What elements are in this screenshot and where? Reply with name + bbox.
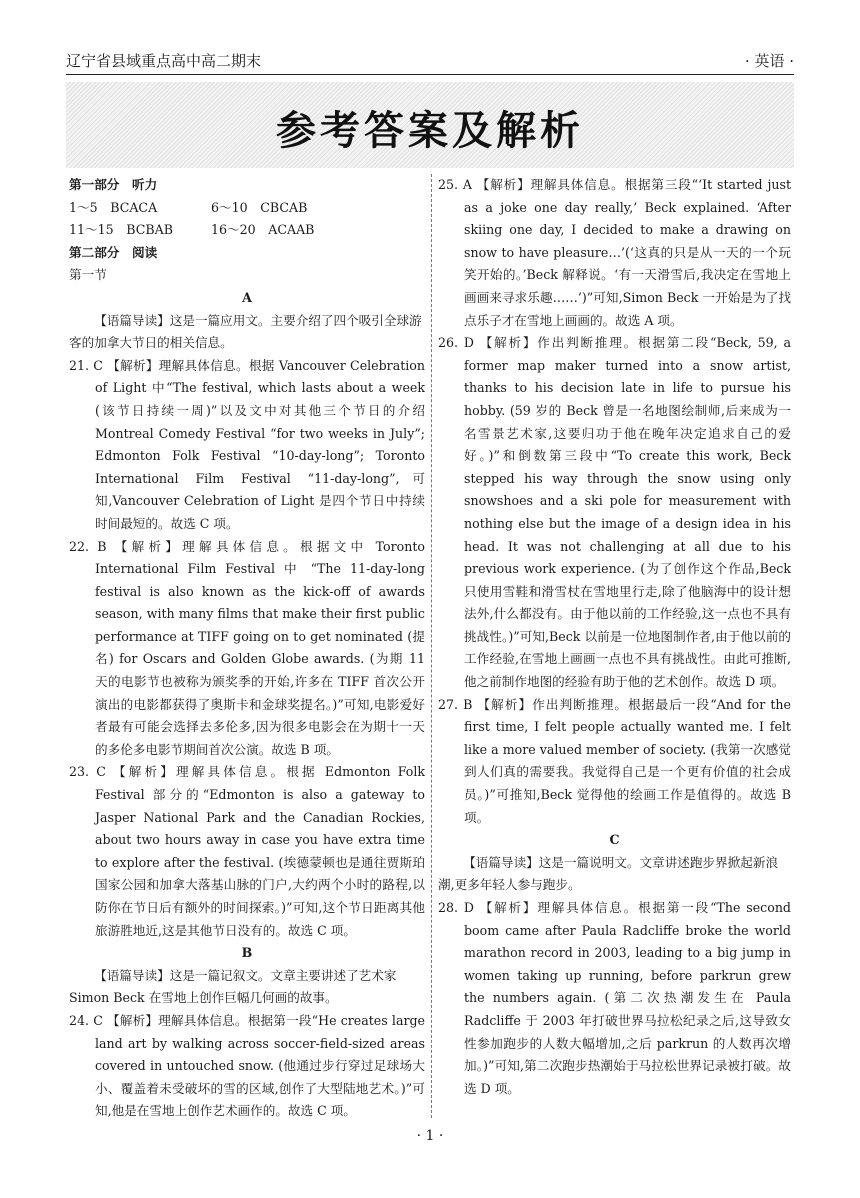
answer-row [69,197,425,220]
header-rule [66,74,794,75]
passage-letter: A [242,289,252,305]
part2-title: 第二部分 阅读 [69,244,158,260]
exam-title: 辽宁省县域重点高中高二期末 [66,52,262,70]
answer-explanation: 26. D 【解析】作出判断推理。根据第二段“Beck, 59, a former map maker turned into a snow artist, thanks to his decision late in life to pursue his hobby. (59 岁的 Beck 曾是一名地图绘制师,后来成为一名雪景艺术家,这要归功于他在晚年决定追求自己的爱好。)”和倒数第三段中“To create this work, Beck stepped his way through the snow using only snowshoes and a ski pole for measurement with nothing else but the image of a design idea in his head. It was not challenging at all due to his previous work experience. (为了创作这个作品,Beck 只使用雪鞋和滑雪杖在雪地里行走,除了他脑海中的设计想法外,什么都没有。由于他以前的工作经验,这一点也不具有挑战性。)”可知,Beck 以前是一位地图制作者,由于他以前的工作经验,在雪地上画画一点也不具有挑战性。由此可推断,他之前制作地图的经验有助于他的艺术创作。故选 D 项。 [438,335,791,690]
answer-group: 11～15 BCBAB [69,222,173,238]
passage-letter: C [609,832,620,848]
passage-intro: 【语篇导读】这是一篇应用文。主要介绍了四个吸引全球游客的加拿大节日的相关信息。 [69,312,422,351]
answer-group: 1～5 BCACA [69,199,158,215]
answer-explanation: 22. B 【解析】理解具体信息。根据文中 Toronto International Film Festival 中 “The 11-day-long festival is also known as the kick-off of awards season, with many films that make their first public performance at TIFF going on to get nominated (提名) for Oscars and Golden Globe awards. (为期 11 天的电影节也被称为颁奖季的开始,许多在 TIFF 首次公开演出的电影都获得了奥斯卡和金球奖提名。)”可知,电影爱好者最有可能会选择去多伦多,因为很多电影会在为期十一天的多伦多电影节期间首次公演。故选 B 项。 [69,538,425,757]
title-banner [66,82,794,168]
passage-intro: 【语篇导读】这是一篇记叙文。文章主要讲述了艺术家 Simon Beck 在雪地上创作巨幅几何画的故事。 [69,967,397,1006]
answer-explanation: 21. C 【解析】理解具体信息。根据 Vancouver Celebration of Light 中“The festival, which lasts about a week (该节日持续一周)”以及文中对其他三个节日的介绍 Montreal Comedy Festival “for two weeks in July”; Edmonton Folk Festival “10-day-long”; Toronto International Film Festival “11-day-long”,可知,Vancouver Celebration of Light 是四个节日中持续时间最短的。故选 C 项。 [69,357,425,531]
answer-row [69,219,425,242]
left-column [69,174,425,1123]
page-number: · 1 · [416,1128,444,1144]
right-column [438,174,791,1100]
answer-explanation: 27. B 【解析】作出判断推理。根据最后一段“And for the first time, I felt people actually wanted me. I felt like a more valued member of society. (我第一次感觉到人们真的需要我。我觉得自己是一个更有价值的社会成员。)”可推知,Beck 觉得他的绘画工作是值得的。故选 B 项。 [438,696,791,825]
banner-title: 参考答案及解析 [276,108,584,154]
passage-letter: B [241,945,253,961]
column-divider [431,174,432,1118]
answer-group: 6～10 CBCAB [211,199,308,215]
answer-group: 16～20 ACAAB [211,222,315,238]
subject-label: · 英语 · [744,52,794,70]
part1-title: 第一部分 听力 [69,177,158,192]
answer-explanation: 28. D 【解析】理解具体信息。根据第一段“The second boom came after Paula Radcliffe broke the world marathon record in 2003, leading to a big jump in women taking up running, before parkrun grew the numbers again. (第二次热潮发生在 Paula Radcliffe 于 2003 年打破世界马拉松纪录之后,这导致女性参加跑步的人数大幅增加,之后 parkrun 的人数再次增加。)”可知,第二次跑步热潮始于马拉松世界记录被打破。故选 D 项。 [438,900,791,1096]
page-header [66,50,794,72]
section-label: 第一节 [69,267,107,283]
passage-intro: 【语篇导读】这是一篇说明文。文章讲述跑步界掀起新浪潮,更多年轻人参与跑步。 [438,854,779,893]
answer-explanation: 24. C 【解析】理解具体信息。根据第一段“He creates large land art by walking across soccer-field-sized areas covered in untouched snow. (他通过步行穿过足球场大小、覆盖着未受破坏的雪的区域,创作了大型陆地艺术。)”可知,他是在雪地上创作艺术画作的。故选 C 项。 [69,1012,425,1119]
answer-explanation: 25. A 【解析】理解具体信息。根据第三段“‘It started just as a joke one day really,’ Beck explained. ‘After skiing one day, I decided to make a drawing on snow to have pleasure…’(‘这真的只是从一天的一个玩笑开始的。’Beck 解释说。‘有一天滑雪后,我决定在雪地上画画来寻求乐趣……’)”可知,Simon Beck 一开始是为了找点乐子才在雪地上画画的。故选 A 项。 [438,177,791,328]
answer-explanation: 23. C 【解析】理解具体信息。根据 Edmonton Folk Festival 部分的“Edmonton is also a gateway to Jasper National Park and the Canadian Rockies, about two hours away in case you have extra time to explore after the festival. (埃德蒙顿也是通往贾斯珀国家公园和加拿大落基山脉的门户,大约两个小时的路程,以防你在节日后有额外的时间探索。)”可知,这个节日距离其他旅游胜地近,这是其他节日没有的。故选 C 项。 [69,764,425,938]
